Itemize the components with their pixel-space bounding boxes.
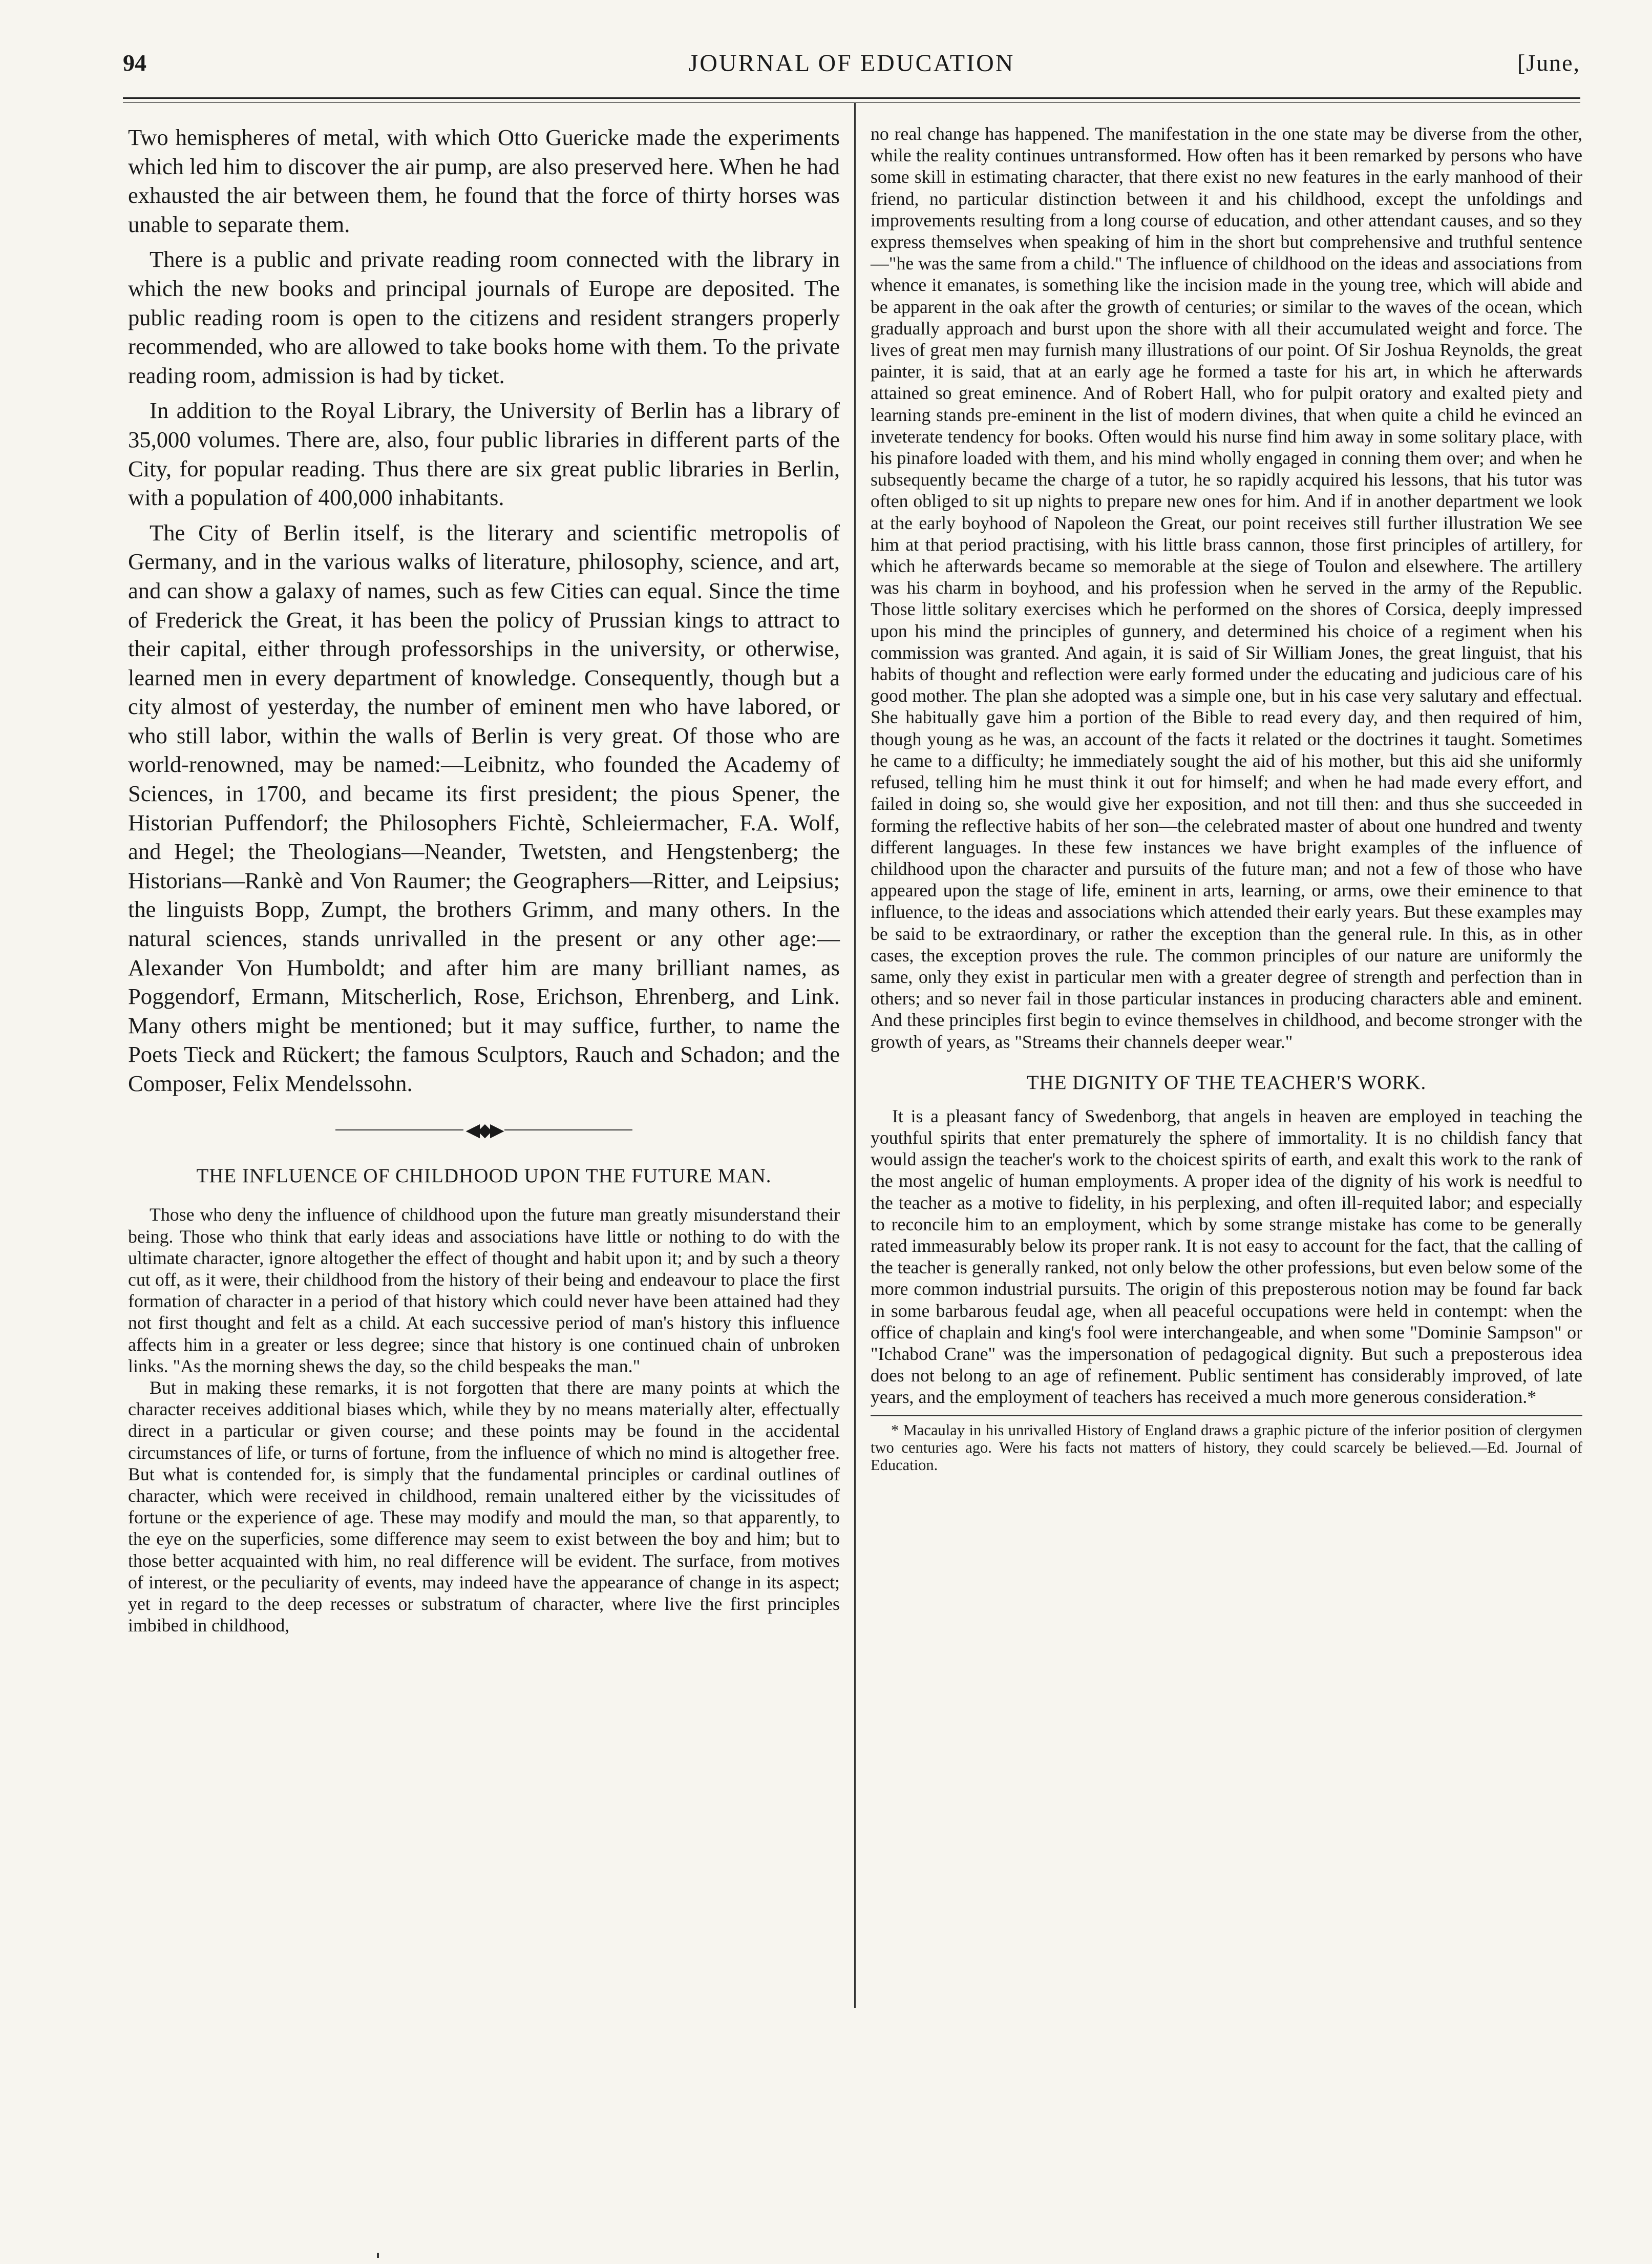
article-title: THE DIGNITY OF THE TEACHER'S WORK. (1026, 1071, 1427, 1094)
right-column (871, 123, 1582, 1474)
header-rule-thin (123, 102, 1580, 103)
paragraph: Those who deny the influence of childhood upon the future man greatly misunderstand their being. Those who think that early ideas and associations have little or nothing to do with the ultimate character, ignore altogether the effect of thought and habit upon it; and by such a theory cut off, as it were, their childhood from the history of their being and endeavour to place the first formation of character in a period of that history which could never have been attained had they not first thought and felt as a child. At each successive period of man's history this influence affects him in a greater or less degree; since that history is one continued chain of unbroken links. "As the morning shews the day, so the child bespeaks the man." (128, 1204, 840, 1376)
footnote: * Macaulay in his unrivalled History of England draws a graphic picture of the inferior position of clergymen two centuries ago. Were his facts not matters of history, they could scarcely be believed.—Ed. Journal of Education. (871, 1421, 1582, 1474)
paragraph: It is a pleasant fancy of Swedenborg, that angels in heaven are employed in teaching the youthful spirits that enter prematurely the sphere of immortality. It is no childish fancy that would assign the teacher's work to the choicest spirits of earth, and exalt this work to the rank of the most angelic of human employments. A proper idea of the dignity of his work is needful to the teacher as a motive to fidelity, in his perplexing, and often ill-requited labor; and especially to reconcile him to an employment, which by some strange mistake has come to be generally rated immeasurably below its proper rank. It is not easy to account for the fact, that the calling of the teacher is generally ranked, not only below the other professions, but even below some of the more common industrial pursuits. The origin of this preposterous notion may be found far back in some barbarous feudal age, when all peaceful occupations were held in contempt: when the office of chaplain and king's fool were interchangeable, and when some "Dominie Sampson" or "Ichabod Crane" was the impersonation of pedagogical dignity. But such a preposterous idea does not belong to an age of refinement. Public sentiment has considerably improved, of late years, and the employment of teachers has received a much more generous consideration.* (871, 1105, 1582, 1408)
footnote-rule (871, 1415, 1582, 1416)
print-mark (377, 2253, 379, 2258)
paragraph: In addition to the Royal Library, the University of Berlin has a library of 35,000 volumes. There are, also, four public libraries in different parts of the City, for popular reading. Thus there are six great public libraries in Berlin, with a population of 400,000 inhabitants. (128, 397, 840, 511)
left-column (128, 123, 840, 1636)
paragraph: Two hemispheres of metal, with which Otto Guericke made the experiments which led him to discover the air pump, are also preserved here. When he had exhausted the air between them, he found that the force of thirty horses was unable to separate them. (128, 124, 840, 237)
paragraph: The City of Berlin itself, is the literary and scientific metropolis of Germany, and in the various walks of literature, philosophy, science, and art, and can show a galaxy of names, such as few Cities can equal. Since the time of Frederick the Great, it has been the policy of Prussian kings to attract to their capital, either through professorships in the university, or otherwise, learned men in every department of knowledge. Consequently, though but a city almost of yesterday, the number of eminent men who have labored, or who still labor, within the walls of Berlin is very great. Of those who are world-renowned, may be named:—Leibnitz, who founded the Academy of Sciences, in 1700, and became its first president; the pious Spener, the Historian Puffendorf; the Philosophers Fichtè, Schleiermacher, F.A. Wolf, and Hegel; the Theologians—Neander, Twetsten, and Hengstenberg; the Historians—Rankè and Von Raumer; the Geographers—Ritter, and Leipsius; the linguists Bopp, Zumpt, the brothers Grimm, and many others. In the natural sciences, stands unrivalled in the present or any other age:—Alexander Von Humboldt; and after him are many brilliant names, as Poggendorf, Ermann, Mitscherlich, Rose, Erichson, Ehrenberg, and Link. Many others might be mentioned; but it may suffice, further, to name the Poets Tieck and Rückert; the famous Sculptors, Rauch and Schadon; and the Composer, Felix Mendelssohn. (128, 519, 840, 1096)
journal-title: JOURNAL OF EDUCATION (688, 50, 1015, 77)
issue-month: [June, (1517, 50, 1580, 76)
paragraph: There is a public and private reading room connected with the library in which the new books and principal journals of Europe are deposited. The public reading room is open to the citizens and resident strangers properly recommended, who are allowed to take books home with them. To the private reading room, admission is had by ticket. (128, 246, 840, 388)
page-header (123, 49, 1580, 90)
paragraph: But in making these remarks, it is not forgotten that there are many points at which the character receives additional biases which, while they by no means materially alter, effectually direct in a particular or given course; and these points may be found in the accidental circumstances of life, or turns of fortune, from the influence of which no mind is altogether free. But what is contended for, is simply that the fundamental principles or cardinal outlines of character, which were received in childhood, remain unaltered either by the vicissitudes of fortune or the experience of age. These may modify and mould the man, so that apparently, to the eye on the superficies, some difference may seem to exist between the boy and him; but to those better acquainted with him, no real difference will be evident. The surface, from motives of interest, or the peculiarity of events, may indeed have the appearance of change in its aspect; yet in regard to the deep recesses or substratum of character, where live the first principles imbibed in childhood, (128, 1377, 840, 1636)
section-ornament: ◀◆▶ (128, 1118, 840, 1141)
article-title: THE INFLUENCE OF CHILDHOOD UPON THE FUTURE MAN. (196, 1165, 772, 1187)
header-rule (123, 97, 1580, 99)
paragraph: no real change has happened. The manifestation in the one state may be diverse from the other, while the reality continues untransformed. How often has it been remarked by persons who have some skill in estimating character, that there exist no new features in the early manhood of their friend, no particular distinction between it and his childhood, except the unfoldings and improvements resulting from a long course of education, and other attendant causes, and so they express themselves when speaking of him in the short but comprehensive and truthful sentence—"he was the same from a child." The influence of childhood on the ideas and associations from whence it emanates, is something like the incision made in the young tree, which will abide and be apparent in the oak after the growth of centuries; or similar to the waves of the ocean, which gradually approach and burst upon the shore with all their accumulated weight and force. The lives of great men may furnish many illustrations of our point. Of Sir Joshua Reynolds, the great painter, it is said, that at an early age he formed a taste for his art, in which he afterwards attained so great eminence. And of Robert Hall, who for pulpit oratory and exalted piety and learning stands pre-eminent in the list of modern divines, that when quite a child he evinced an inveterate tendency for books. Often would his nurse find him away in some solitary place, with his pinafore loaded with them, and his mind wholly engaged in conning them over; and when he subsequently became the charge of a tutor, he so rapidly acquired his lessons, that his tutor was often obliged to sit up nights to prepare new ones for him. And if in another department we look at the early boyhood of Napoleon the Great, our point receives still further illustration We see him at that period practising, with his little brass cannon, those first principles of artillery, for which he afterwards became so memorable at the siege of Toulon and elsewhere. The artillery was his charm in boyhood, and his profession when he served in the army of the Republic. Those little solitary exercises which he performed on the shores of Corsica, deeply impressed upon his mind the principles of gunnery, and determined his choice of a regiment when his commission was granted. And again, it is said of Sir William Jones, the great linguist, that his habits of thought and reflection were early formed under the educating and judicious care of his good mother. The plan she adopted was a simple one, but in his case very salutary and effectual. She habitually gave him a portion of the Bible to read every day, and then required of him, though young as he was, an account of the facts it related or the doctrines it taught. Sometimes he came to a difficulty; he immediately sought the aid of his mother, but this aid she uniformly refused, telling him he must think it out for himself; and when he had made every effort, and failed in doing so, she would give her exposition, and not till then: and thus she succeeded in forming the reflective habits of her son—the celebrated master of about one hundred and twenty different languages. In these few instances we have bright examples of the influence of childhood upon the character and pursuits of the future man; and not a few of those who have appeared upon the stage of life, eminent in arts, learning, or arms, owe their eminence to that influence, to the ideas and associations which attended their early years. But these examples may be said to be extraordinary, or rather the exception than the general rule. In this, as in other cases, the exception proves the rule. The common principles of our nature are uniformly the same, only they exist in particular men with a greater degree of strength and perfection than in others; and so never fail in those particular instances in producing characters able and eminent. And these principles first begin to evince themselves in childhood, and become stronger with the growth of years, as "Streams their channels deeper wear." (871, 123, 1582, 1052)
page-number: 94 (123, 50, 146, 76)
column-divider (854, 102, 856, 2008)
